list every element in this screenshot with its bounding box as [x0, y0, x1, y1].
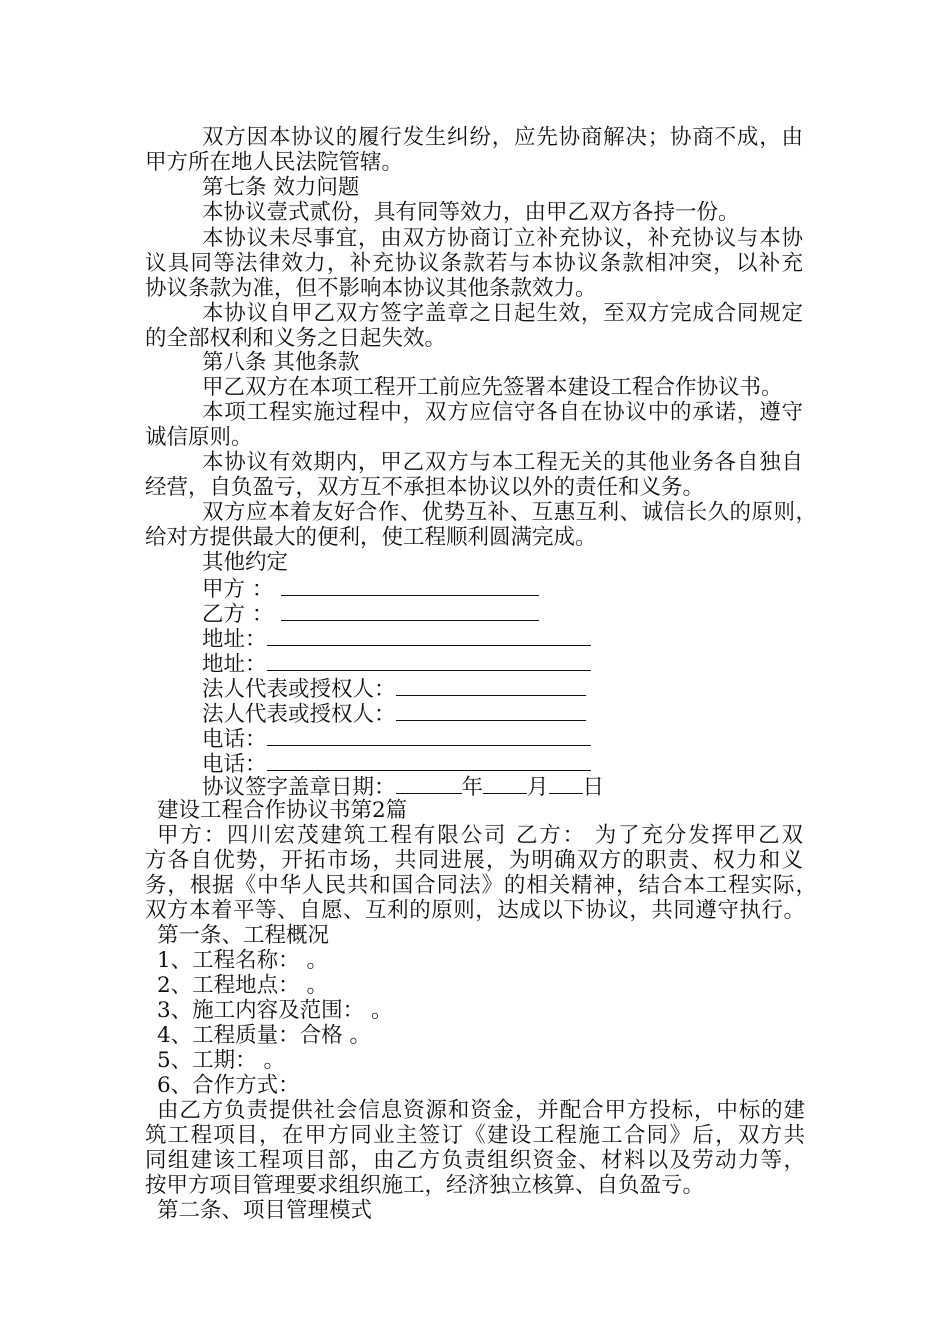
paragraph-line: 给对方提供最大的便利，使工程顺利圆满完成。 [145, 525, 597, 550]
signature-line-party-a [202, 575, 539, 603]
signing-date-label: 协议签字盖章日期： [202, 775, 396, 800]
representative-label: 法人代表或授权人： [202, 702, 396, 727]
paragraph-line: 的全部权利和义务之日起失效。 [145, 326, 447, 351]
party-a-label: 甲方 ： [202, 577, 274, 602]
address-line [202, 650, 591, 678]
list-item: 5、工期： 。 [157, 1048, 286, 1073]
paragraph-line: 甲方：四川宏茂建筑工程有限公司 乙方： 为了充分发挥甲乙双 [157, 823, 803, 848]
list-item: 4、工程质量：合格 。 [157, 1023, 372, 1048]
year-label: 年 [461, 775, 484, 800]
paragraph-line: 同组建该工程项目部，由乙方负责组织资金、材料以及劳动力等， [145, 1148, 805, 1173]
article-heading: 第七条 效力问题 [202, 175, 360, 200]
party-b-label: 乙方 ： [202, 602, 274, 627]
paragraph-line: 本协议壹式贰份，具有同等效力，由甲乙双方各持一份。 [202, 200, 740, 225]
paragraph-line: 由乙方负责提供社会信息资源和资金，并配合甲方投标，中标的建 [157, 1098, 805, 1123]
section-label: 其他约定 [202, 550, 289, 575]
paragraph-line: 双方应本着友好合作、优势互补、互惠互利、诚信长久的原则， [202, 500, 817, 525]
month-blank [483, 773, 527, 794]
paragraph-line: 本协议自甲乙双方签字盖章之日起生效，至双方完成合同规定 [202, 301, 803, 326]
party-b-blank [281, 600, 539, 621]
paragraph-line: 本项工程实施过程中，双方应信守各自在协议中的承诺，遵守 [202, 400, 803, 425]
phone-label: 电话： [202, 752, 267, 777]
address-label: 地址： [202, 627, 267, 652]
paragraph-line: 按甲方项目管理要求组织施工，经济独立核算、自负盈亏。 [145, 1173, 705, 1198]
paragraph-line: 双方本着平等、自愿、互利的原则，达成以下协议，共同遵守执行。 [145, 898, 805, 923]
representative-line [202, 700, 586, 728]
representative-line [202, 675, 586, 703]
paragraph-line: 双方因本协议的履行发生纠纷，应先协商解决；协商不成，由 [202, 125, 803, 150]
article-heading: 第八条 其他条款 [202, 350, 360, 375]
month-label: 月 [527, 775, 549, 800]
paragraph-line: 务，根据《中华人民共和国合同法》的相关精神，结合本工程实际， [145, 873, 817, 898]
representative-label: 法人代表或授权人： [202, 677, 396, 702]
phone-blank [267, 725, 591, 746]
paragraph-line: 方各自优势，开拓市场，共同进展，为明确双方的职责、权力和义 [145, 848, 803, 873]
paragraph-line: 诚信原则。 [145, 425, 253, 450]
address-line [202, 625, 591, 653]
year-blank [396, 773, 462, 794]
address-blank [267, 650, 591, 671]
phone-line [202, 725, 591, 753]
list-item: 2、工程地点： 。 [157, 973, 329, 998]
representative-blank [396, 700, 586, 721]
signing-date-line [202, 773, 604, 801]
day-label: 日 [582, 775, 605, 800]
paragraph-line: 协议条款为准，但不影响本协议其他条款效力。 [145, 276, 597, 301]
day-blank [549, 773, 583, 794]
article-heading: 第二条、项目管理模式 [157, 1198, 373, 1223]
address-label: 地址： [202, 652, 267, 677]
representative-blank [396, 675, 586, 696]
paragraph-line: 甲乙双方在本项工程开工前应先签署本建设工程合作协议书。 [202, 375, 783, 400]
paragraph-line: 议具同等法律效力，补充协议条款若与本协议条款相冲突，以补充 [145, 251, 803, 276]
signature-line-party-b [202, 600, 539, 628]
phone-blank [267, 750, 591, 771]
list-item: 6、合作方式： [157, 1073, 300, 1098]
party-a-blank [281, 575, 539, 596]
paragraph-line: 本协议有效期内，甲乙双方与本工程无关的其他业务各自独自 [202, 450, 803, 475]
paragraph-line: 经营，自负盈亏，双方互不承担本协议以外的责任和义务。 [145, 475, 705, 500]
document-subtitle: 建设工程合作协议书第2篇 [157, 798, 408, 823]
list-item: 1、工程名称： 。 [157, 948, 329, 973]
phone-label: 电话： [202, 727, 267, 752]
paragraph-line: 筑工程项目，在甲方同业主签订《建设工程施工合同》后，双方共 [145, 1123, 805, 1148]
paragraph-line: 本协议未尽事宜，由双方协商订立补充协议，补充协议与本协 [202, 226, 803, 251]
paragraph-line: 甲方所在地人民法院管辖。 [145, 150, 404, 175]
address-blank [267, 625, 591, 646]
article-heading: 第一条、工程概况 [157, 923, 330, 948]
list-item: 3、施工内容及范围： 。 [157, 998, 393, 1023]
